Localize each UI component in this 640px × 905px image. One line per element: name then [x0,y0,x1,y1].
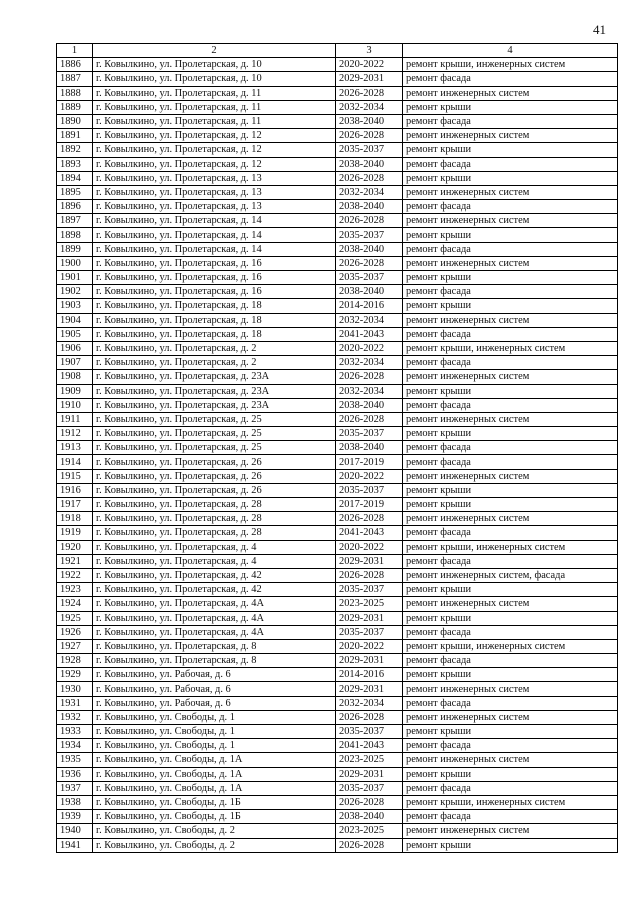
header-col-4: 4 [403,44,618,58]
address-cell: г. Ковылкино, ул. Пролетарская, д. 4А [93,597,336,611]
period-cell: 2041-2043 [336,739,403,753]
period-cell: 2032-2034 [336,356,403,370]
work-type-cell: ремонт инженерных систем [403,129,618,143]
row-number: 1905 [57,327,93,341]
row-number: 1895 [57,185,93,199]
row-number: 1892 [57,143,93,157]
period-cell: 2029-2031 [336,554,403,568]
row-number: 1923 [57,583,93,597]
address-cell: г. Ковылкино, ул. Пролетарская, д. 18 [93,299,336,313]
row-number: 1919 [57,526,93,540]
row-number: 1935 [57,753,93,767]
work-type-cell: ремонт инженерных систем [403,469,618,483]
address-cell: г. Ковылкино, ул. Свободы, д. 1А [93,753,336,767]
period-cell: 2023-2025 [336,753,403,767]
table-row [57,540,618,554]
work-type-cell: ремонт крыши [403,583,618,597]
table-row [57,341,618,355]
period-cell: 2026-2028 [336,86,403,100]
work-type-cell: ремонт фасада [403,654,618,668]
work-type-cell: ремонт фасада [403,810,618,824]
period-cell: 2020-2022 [336,639,403,653]
row-number: 1933 [57,725,93,739]
table-row [57,824,618,838]
work-type-cell: ремонт фасада [403,114,618,128]
period-cell: 2020-2022 [336,469,403,483]
period-cell: 2032-2034 [336,313,403,327]
address-cell: г. Ковылкино, ул. Пролетарская, д. 13 [93,200,336,214]
table-row [57,100,618,114]
period-cell: 2035-2037 [336,583,403,597]
row-number: 1924 [57,597,93,611]
row-number: 1887 [57,72,93,86]
row-number: 1929 [57,668,93,682]
table-row [57,469,618,483]
period-cell: 2035-2037 [336,781,403,795]
period-cell: 2026-2028 [336,171,403,185]
address-cell: г. Ковылкино, ул. Пролетарская, д. 26 [93,455,336,469]
row-number: 1891 [57,129,93,143]
address-cell: г. Ковылкино, ул. Пролетарская, д. 11 [93,114,336,128]
address-cell: г. Ковылкино, ул. Свободы, д. 1 [93,710,336,724]
table-row [57,739,618,753]
work-type-cell: ремонт крыши [403,299,618,313]
period-cell: 2014-2016 [336,668,403,682]
work-type-cell: ремонт инженерных систем [403,313,618,327]
address-cell: г. Ковылкино, ул. Свободы, д. 1Б [93,810,336,824]
address-cell: г. Ковылкино, ул. Пролетарская, д. 42 [93,583,336,597]
period-cell: 2017-2019 [336,498,403,512]
work-type-cell: ремонт фасада [403,455,618,469]
row-number: 1922 [57,568,93,582]
work-type-cell: ремонт крыши, инженерных систем [403,341,618,355]
repair-schedule-table [56,43,618,853]
work-type-cell: ремонт крыши [403,767,618,781]
address-cell: г. Ковылкино, ул. Пролетарская, д. 8 [93,654,336,668]
work-type-cell: ремонт инженерных систем [403,214,618,228]
address-cell: г. Ковылкино, ул. Пролетарская, д. 12 [93,157,336,171]
work-type-cell: ремонт фасада [403,554,618,568]
row-number: 1889 [57,100,93,114]
row-number: 1939 [57,810,93,824]
work-type-cell: ремонт крыши [403,384,618,398]
table-row [57,370,618,384]
table-row [57,710,618,724]
period-cell: 2026-2028 [336,370,403,384]
period-cell: 2038-2040 [336,157,403,171]
row-number: 1931 [57,696,93,710]
row-number: 1916 [57,483,93,497]
period-cell: 2038-2040 [336,242,403,256]
period-cell: 2020-2022 [336,540,403,554]
table-row [57,214,618,228]
table-row [57,58,618,72]
row-number: 1888 [57,86,93,100]
work-type-cell: ремонт крыши [403,171,618,185]
work-type-cell: ремонт крыши, инженерных систем [403,639,618,653]
row-number: 1918 [57,512,93,526]
address-cell: г. Ковылкино, ул. Пролетарская, д. 2 [93,356,336,370]
row-number: 1911 [57,412,93,426]
period-cell: 2029-2031 [336,654,403,668]
row-number: 1908 [57,370,93,384]
table-row [57,72,618,86]
work-type-cell: ремонт инженерных систем [403,710,618,724]
table-body [57,58,618,853]
work-type-cell: ремонт инженерных систем [403,370,618,384]
row-number: 1920 [57,540,93,554]
table-row [57,412,618,426]
address-cell: г. Ковылкино, ул. Пролетарская, д. 14 [93,242,336,256]
work-type-cell: ремонт инженерных систем [403,86,618,100]
row-number: 1940 [57,824,93,838]
row-number: 1907 [57,356,93,370]
work-type-cell: ремонт крыши, инженерных систем [403,540,618,554]
address-cell: г. Ковылкино, ул. Пролетарская, д. 25 [93,427,336,441]
address-cell: г. Ковылкино, ул. Пролетарская, д. 23А [93,384,336,398]
row-number: 1898 [57,228,93,242]
address-cell: г. Ковылкино, ул. Пролетарская, д. 4 [93,554,336,568]
address-cell: г. Ковылкино, ул. Свободы, д. 2 [93,824,336,838]
table-row [57,171,618,185]
table-row [57,838,618,852]
period-cell: 2026-2028 [336,512,403,526]
work-type-cell: ремонт инженерных систем [403,256,618,270]
period-cell: 2035-2037 [336,228,403,242]
address-cell: г. Ковылкино, ул. Свободы, д. 2 [93,838,336,852]
work-type-cell: ремонт инженерных систем [403,824,618,838]
work-type-cell: ремонт фасада [403,72,618,86]
table-row [57,682,618,696]
table-row [57,129,618,143]
row-number: 1893 [57,157,93,171]
page-number: 41 [593,22,606,37]
work-type-cell: ремонт инженерных систем [403,412,618,426]
row-number: 1928 [57,654,93,668]
table-header-row [57,44,618,58]
table-row [57,114,618,128]
row-number: 1941 [57,838,93,852]
work-type-cell: ремонт крыши [403,483,618,497]
work-type-cell: ремонт фасада [403,157,618,171]
table-row [57,526,618,540]
period-cell: 2038-2040 [336,441,403,455]
work-type-cell: ремонт крыши [403,427,618,441]
table-row [57,597,618,611]
table-row [57,654,618,668]
row-number: 1886 [57,58,93,72]
period-cell: 2035-2037 [336,725,403,739]
table-row [57,356,618,370]
table-row [57,483,618,497]
address-cell: г. Ковылкино, ул. Пролетарская, д. 26 [93,469,336,483]
period-cell: 2026-2028 [336,256,403,270]
work-type-cell: ремонт фасада [403,356,618,370]
header-col-1: 1 [57,44,93,58]
address-cell: г. Ковылкино, ул. Пролетарская, д. 4А [93,611,336,625]
work-type-cell: ремонт крыши [403,228,618,242]
row-number: 1938 [57,795,93,809]
period-cell: 2038-2040 [336,200,403,214]
row-number: 1894 [57,171,93,185]
work-type-cell: ремонт фасада [403,739,618,753]
work-type-cell: ремонт инженерных систем [403,597,618,611]
table-row [57,795,618,809]
header-col-3: 3 [336,44,403,58]
row-number: 1915 [57,469,93,483]
row-number: 1937 [57,781,93,795]
row-number: 1897 [57,214,93,228]
table-row [57,639,618,653]
row-number: 1906 [57,341,93,355]
address-cell: г. Ковылкино, ул. Рабочая, д. 6 [93,682,336,696]
address-cell: г. Ковылкино, ул. Пролетарская, д. 26 [93,483,336,497]
row-number: 1890 [57,114,93,128]
table-row [57,86,618,100]
work-type-cell: ремонт инженерных систем, фасада [403,568,618,582]
address-cell: г. Ковылкино, ул. Пролетарская, д. 10 [93,58,336,72]
address-cell: г. Ковылкино, ул. Пролетарская, д. 28 [93,498,336,512]
row-number: 1900 [57,256,93,270]
table-row [57,242,618,256]
row-number: 1917 [57,498,93,512]
header-col-2: 2 [93,44,336,58]
address-cell: г. Ковылкино, ул. Пролетарская, д. 14 [93,228,336,242]
period-cell: 2032-2034 [336,696,403,710]
table-row [57,441,618,455]
period-cell: 2041-2043 [336,526,403,540]
row-number: 1899 [57,242,93,256]
row-number: 1909 [57,384,93,398]
table-row [57,313,618,327]
table-row [57,143,618,157]
address-cell: г. Ковылкино, ул. Свободы, д. 1Б [93,795,336,809]
address-cell: г. Ковылкино, ул. Пролетарская, д. 12 [93,129,336,143]
address-cell: г. Ковылкино, ул. Свободы, д. 1А [93,767,336,781]
work-type-cell: ремонт крыши [403,271,618,285]
address-cell: г. Ковылкино, ул. Пролетарская, д. 28 [93,526,336,540]
work-type-cell: ремонт крыши [403,725,618,739]
table-row [57,611,618,625]
period-cell: 2014-2016 [336,299,403,313]
work-type-cell: ремонт фасада [403,625,618,639]
table-row [57,668,618,682]
address-cell: г. Ковылкино, ул. Пролетарская, д. 13 [93,171,336,185]
table-row [57,185,618,199]
address-cell: г. Ковылкино, ул. Пролетарская, д. 2 [93,341,336,355]
work-type-cell: ремонт инженерных систем [403,512,618,526]
table-row [57,327,618,341]
work-type-cell: ремонт крыши [403,498,618,512]
period-cell: 2023-2025 [336,824,403,838]
table-row [57,568,618,582]
period-cell: 2029-2031 [336,767,403,781]
row-number: 1932 [57,710,93,724]
work-type-cell: ремонт крыши [403,143,618,157]
work-type-cell: ремонт фасада [403,441,618,455]
period-cell: 2029-2031 [336,611,403,625]
table-row [57,157,618,171]
address-cell: г. Ковылкино, ул. Свободы, д. 1А [93,781,336,795]
period-cell: 2026-2028 [336,795,403,809]
table-row [57,398,618,412]
table-row [57,583,618,597]
work-type-cell: ремонт инженерных систем [403,753,618,767]
table-row [57,455,618,469]
period-cell: 2038-2040 [336,285,403,299]
period-cell: 2026-2028 [336,710,403,724]
period-cell: 2035-2037 [336,143,403,157]
period-cell: 2020-2022 [336,58,403,72]
work-type-cell: ремонт фасада [403,242,618,256]
address-cell: г. Ковылкино, ул. Пролетарская, д. 4 [93,540,336,554]
address-cell: г. Ковылкино, ул. Свободы, д. 1 [93,739,336,753]
work-type-cell: ремонт крыши, инженерных систем [403,58,618,72]
address-cell: г. Ковылкино, ул. Свободы, д. 1 [93,725,336,739]
work-type-cell: ремонт инженерных систем [403,682,618,696]
table-row [57,767,618,781]
period-cell: 2026-2028 [336,129,403,143]
period-cell: 2035-2037 [336,271,403,285]
address-cell: г. Ковылкино, ул. Пролетарская, д. 8 [93,639,336,653]
row-number: 1896 [57,200,93,214]
work-type-cell: ремонт фасада [403,781,618,795]
work-type-cell: ремонт фасада [403,398,618,412]
address-cell: г. Ковылкино, ул. Пролетарская, д. 4А [93,625,336,639]
address-cell: г. Ковылкино, ул. Пролетарская, д. 10 [93,72,336,86]
period-cell: 2038-2040 [336,398,403,412]
period-cell: 2017-2019 [336,455,403,469]
row-number: 1926 [57,625,93,639]
row-number: 1921 [57,554,93,568]
address-cell: г. Ковылкино, ул. Рабочая, д. 6 [93,668,336,682]
address-cell: г. Ковылкино, ул. Пролетарская, д. 14 [93,214,336,228]
address-cell: г. Ковылкино, ул. Пролетарская, д. 11 [93,100,336,114]
row-number: 1927 [57,639,93,653]
period-cell: 2038-2040 [336,114,403,128]
work-type-cell: ремонт фасада [403,696,618,710]
period-cell: 2035-2037 [336,625,403,639]
work-type-cell: ремонт крыши [403,611,618,625]
row-number: 1901 [57,271,93,285]
address-cell: г. Ковылкино, ул. Пролетарская, д. 16 [93,256,336,270]
period-cell: 2038-2040 [336,810,403,824]
table-row [57,384,618,398]
address-cell: г. Ковылкино, ул. Пролетарская, д. 18 [93,327,336,341]
address-cell: г. Ковылкино, ул. Пролетарская, д. 23А [93,398,336,412]
period-cell: 2035-2037 [336,483,403,497]
table-row [57,285,618,299]
address-cell: г. Ковылкино, ул. Пролетарская, д. 28 [93,512,336,526]
period-cell: 2020-2022 [336,341,403,355]
table-row [57,753,618,767]
period-cell: 2041-2043 [336,327,403,341]
period-cell: 2026-2028 [336,214,403,228]
table-row [57,696,618,710]
work-type-cell: ремонт фасада [403,285,618,299]
table-row [57,200,618,214]
row-number: 1903 [57,299,93,313]
address-cell: г. Ковылкино, ул. Пролетарская, д. 13 [93,185,336,199]
address-cell: г. Ковылкино, ул. Пролетарская, д. 11 [93,86,336,100]
address-cell: г. Ковылкино, ул. Пролетарская, д. 25 [93,441,336,455]
table-row [57,781,618,795]
period-cell: 2029-2031 [336,72,403,86]
work-type-cell: ремонт фасада [403,526,618,540]
address-cell: г. Ковылкино, ул. Пролетарская, д. 23А [93,370,336,384]
table-row [57,228,618,242]
row-number: 1930 [57,682,93,696]
table-row [57,554,618,568]
period-cell: 2026-2028 [336,412,403,426]
work-type-cell: ремонт крыши, инженерных систем [403,795,618,809]
table-row [57,725,618,739]
row-number: 1934 [57,739,93,753]
row-number: 1913 [57,441,93,455]
row-number: 1936 [57,767,93,781]
work-type-cell: ремонт фасада [403,327,618,341]
work-type-cell: ремонт инженерных систем [403,185,618,199]
table-row [57,512,618,526]
period-cell: 2023-2025 [336,597,403,611]
period-cell: 2026-2028 [336,838,403,852]
period-cell: 2029-2031 [336,682,403,696]
work-type-cell: ремонт крыши [403,838,618,852]
period-cell: 2032-2034 [336,384,403,398]
address-cell: г. Ковылкино, ул. Пролетарская, д. 16 [93,271,336,285]
row-number: 1914 [57,455,93,469]
row-number: 1925 [57,611,93,625]
period-cell: 2026-2028 [336,568,403,582]
work-type-cell: ремонт крыши [403,668,618,682]
address-cell: г. Ковылкино, ул. Пролетарская, д. 12 [93,143,336,157]
table-row [57,810,618,824]
row-number: 1912 [57,427,93,441]
row-number: 1910 [57,398,93,412]
row-number: 1902 [57,285,93,299]
address-cell: г. Ковылкино, ул. Пролетарская, д. 16 [93,285,336,299]
table-row [57,256,618,270]
period-cell: 2032-2034 [336,100,403,114]
table-row [57,271,618,285]
table-row [57,498,618,512]
period-cell: 2032-2034 [336,185,403,199]
period-cell: 2035-2037 [336,427,403,441]
table-row [57,427,618,441]
row-number: 1904 [57,313,93,327]
table-row [57,625,618,639]
address-cell: г. Ковылкино, ул. Пролетарская, д. 18 [93,313,336,327]
work-type-cell: ремонт фасада [403,200,618,214]
table-row [57,299,618,313]
address-cell: г. Ковылкино, ул. Рабочая, д. 6 [93,696,336,710]
address-cell: г. Ковылкино, ул. Пролетарская, д. 42 [93,568,336,582]
address-cell: г. Ковылкино, ул. Пролетарская, д. 25 [93,412,336,426]
work-type-cell: ремонт крыши [403,100,618,114]
